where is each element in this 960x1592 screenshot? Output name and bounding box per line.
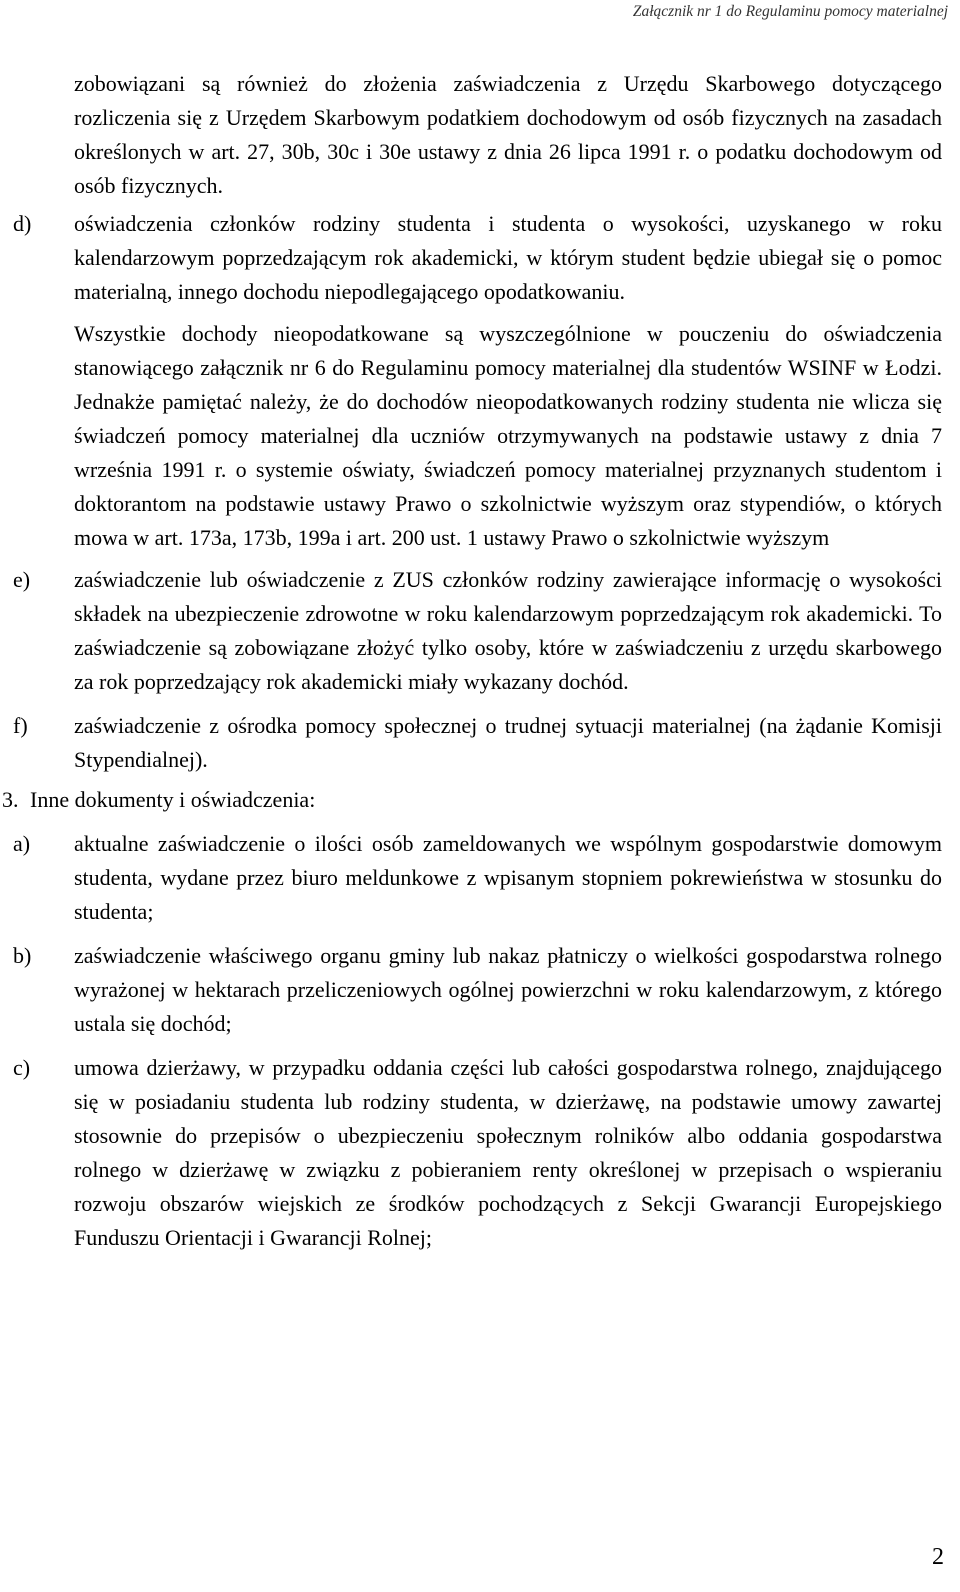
list-item-e-text: zaświadczenie lub oświadczenie z ZUS członków rodziny zawierające informację o wysokości składek na ubezpieczenie zdrowotne w roku kalendarzowym poprzedzającym rok akademicki. To zaświadczenie są zobowiązane złożyć tylko osoby, które w zaświadczeniu z urzędu skarbowego za rok poprzedzający rok akademicki miały wykazany dochód. (74, 567, 942, 694)
document-body (0, 67, 960, 1255)
continuation-paragraph: zobowiązani są również do złożenia zaświadczenia z Urzędu Skarbowego dotyczącego rozliczenia się z Urzędem Skarbowym podatkiem dochodowym od osób fizycznych na zasadach określonych w art. 27, 30b, 30c i 30e ustawy z dnia 26 lipca 1991 r. o podatku dochodowym od osób fizycznych. (74, 71, 942, 198)
item-d-note: Wszystkie dochody nieopodatkowane są wyszczególnione w pouczeniu do oświadczenia stanowiącego załącznik nr 6 do Regulaminu pomocy materialnej dla studentów WSINF w Łodzi. Jednakże pamiętać należy, że do dochodów nieopodatkowanych rodziny studenta nie wlicza się świadczeń pomocy materialnej dla uczniów otrzymywanych na podstawie ustawy z dnia 7 września 1991 r. o systemie oświaty, świadczeń pomocy materialnej przyznanych studentom i doktorantom na podstawie ustawy Prawo o szkolnictwie wyższym oraz stypendiów, o których mowa w art. 173a, 173b, 199a i art. 200 ust. 1 ustawy Prawo o szkolnictwie wyższym (74, 321, 942, 550)
list-marker-a: a) (13, 831, 31, 856)
list-marker-c: c) (13, 1055, 31, 1080)
list-item-c (0, 1051, 960, 1255)
list-item-a-text: aktualne zaświadczenie o ilości osób zameldowanych we wspólnym gospodarstwie domowym studenta, wydane przez biuro meldunkowe z wpisanym stopniem pokrewieństwa w stosunku do studenta; (74, 831, 942, 924)
list-item-b (0, 939, 960, 1041)
list-marker-f: f) (13, 713, 28, 738)
list-item-f-text: zaświadczenie z ośrodka pomocy społecznej o trudnej sytuacji materialnej (na żądanie Komisji Stypendialnej). (74, 713, 942, 772)
list-item-f (0, 709, 960, 777)
list-item-b-text: zaświadczenie właściwego organu gminy lub nakaz płatniczy o wielkości gospodarstwa rolnego wyrażonej w hektarach przeliczeniowych ogólnej powierzchni w roku kalendarzowym, z którego ustala się dochód; (74, 943, 942, 1036)
section-3-number: 3. (2, 787, 19, 812)
list-item-e (0, 563, 960, 699)
list-marker-e: e) (13, 567, 31, 592)
section-3-title: Inne dokumenty i oświadczenia: (30, 787, 316, 812)
list-item-d (0, 207, 960, 309)
section-3-heading (0, 783, 960, 817)
list-marker-d: d) (13, 211, 32, 236)
list-item-d-text: oświadczenia członków rodziny studenta i studenta o wysokości, uzyskanego w roku kalendarzowym poprzedzającym rok akademicki, w którym student będzie ubiegał się o pomoc materialną, innego dochodu niepodlegającego opodatkowaniu. (74, 211, 942, 304)
list-item-a (0, 827, 960, 929)
list-item-c-text: umowa dzierżawy, w przypadku oddania części lub całości gospodarstwa rolnego, znajdującego się w posiadaniu studenta lub rodziny studenta, w dzierżawę, na podstawie umowy zawartej stosownie do przepisów o ubezpieczeniu społecznym rolników albo oddania gospodarstwa rolnego w dzierżawę w związku z pobieraniem renty określonej w przepisach o wspieraniu rozwoju obszarów wiejskich ze środków pochodzących z Sekcji Gwarancji Europejskiego Funduszu Orientacji i Gwarancji Rolnej; (74, 1055, 942, 1250)
page-number: 2 (932, 1544, 944, 1570)
page-header: Załącznik nr 1 do Regulaminu pomocy materialnej (632, 3, 948, 20)
list-marker-b: b) (13, 943, 32, 968)
